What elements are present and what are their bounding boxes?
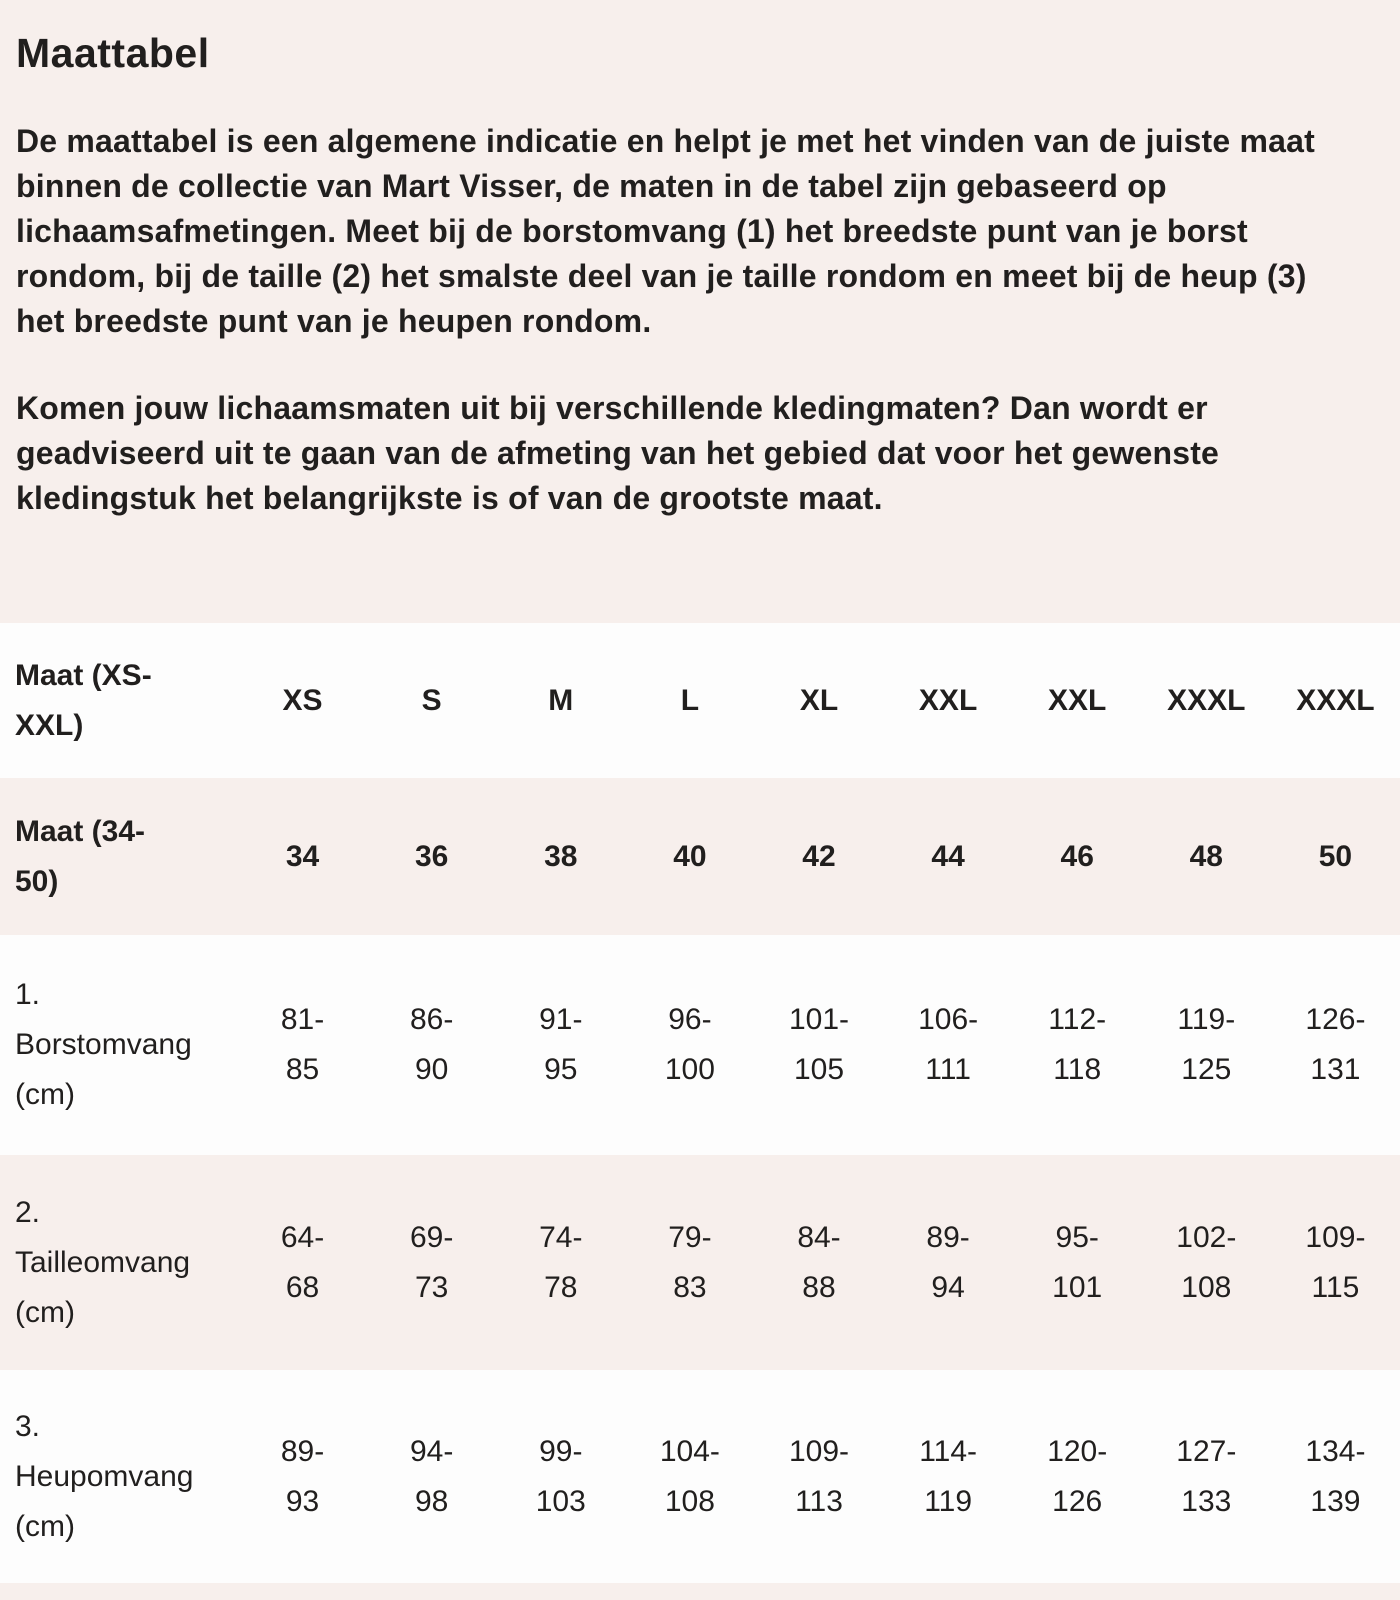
- measurement-cell: 99- 103: [535, 1434, 586, 1518]
- measurement-cell: 89- 93: [280, 1434, 325, 1518]
- row-label-maat-xs-xxl: Maat (XS- XXL): [15, 658, 152, 742]
- intro-section: [0, 0, 1400, 623]
- size-cell: S: [421, 683, 442, 717]
- size-letters-row: [0, 623, 1400, 778]
- hip-measurement-row: [0, 1370, 1400, 1583]
- row-label-heupomvang: 3. Heupomvang (cm): [15, 1409, 194, 1543]
- next-row-partial: [0, 1583, 1400, 1600]
- measurement-cell: 86- 90: [409, 1003, 454, 1086]
- chest-measurement-row: [0, 935, 1400, 1155]
- size-table: [0, 623, 1400, 1583]
- measurement-cell: 74- 78: [539, 1220, 583, 1304]
- measurement-cell: 119- 125: [1177, 1003, 1236, 1086]
- row-label-borstomvang: 1. Borstomvang (cm): [15, 978, 192, 1111]
- size-cell: XL: [799, 683, 839, 717]
- measurement-cell: 134- 139: [1305, 1434, 1366, 1518]
- waist-measurement-row: [0, 1155, 1400, 1370]
- intro-paragraph: De maattabel is een algemene indicatie en helpt je met het vinden van de juiste maat binnen de collectie van Mart Visser, de maten in de tabel zijn gebaseerd op lichaamsafmetingen. Meet bij de borstomvang (1) het breedste punt van je borst rondom, bij de taille (2) het smalste deel van je taille rondom en meet bij de heup (3) het breedste punt van je heupen rondom.: [16, 123, 1315, 339]
- size-cell: 50: [1318, 839, 1353, 873]
- size-cell: 46: [1060, 839, 1094, 873]
- size-cell: 36: [414, 839, 449, 873]
- measurement-cell: 64- 68: [280, 1220, 325, 1304]
- size-cell: 48: [1189, 839, 1223, 873]
- measurement-cell: 109- 115: [1305, 1220, 1366, 1304]
- measurement-cell: 84- 88: [797, 1220, 841, 1304]
- size-cell: M: [548, 683, 574, 717]
- measurement-cell: 89- 94: [926, 1220, 970, 1304]
- size-numbers-row: [0, 778, 1400, 935]
- size-cell: 34: [285, 839, 320, 873]
- measurement-cell: 102- 108: [1176, 1220, 1237, 1304]
- measurement-cell: 127- 133: [1176, 1434, 1237, 1518]
- measurement-cell: 106- 111: [918, 1003, 979, 1086]
- measurement-cell: 79- 83: [668, 1220, 712, 1304]
- measurement-cell: 81- 85: [280, 1003, 325, 1086]
- measurement-cell: 95- 101: [1052, 1220, 1103, 1304]
- measurement-cell: 69- 73: [409, 1220, 454, 1304]
- measurement-cell: 104- 108: [659, 1434, 720, 1518]
- measurement-cell: 126- 131: [1305, 1003, 1366, 1086]
- size-cell: L: [680, 683, 700, 717]
- measurement-cell: 101- 105: [788, 1003, 850, 1086]
- row-label-maat-34-50: Maat (34- 50): [15, 814, 146, 898]
- size-cell: 42: [802, 839, 836, 873]
- size-cell: XXXL: [1167, 683, 1246, 717]
- size-cell: XXL: [918, 683, 978, 717]
- measurement-cell: 109- 113: [788, 1434, 850, 1518]
- measurement-cell: 112- 118: [1048, 1003, 1107, 1086]
- size-cell: XXXL: [1296, 683, 1375, 717]
- advice-paragraph: Komen jouw lichaamsmaten uit bij verschillende kledingmaten? Dan wordt er geadviseerd uit te gaan van de afmeting van het gebied dat voor het gewenste kledingstuk het belangrijkste is of van de grootste maat.: [16, 390, 1220, 516]
- size-cell: 44: [931, 839, 965, 873]
- measurement-cell: 120- 126: [1047, 1434, 1108, 1518]
- row-label-tailleomvang: 2. Tailleomvang (cm): [15, 1195, 191, 1329]
- page-title: Maattabel: [16, 30, 210, 76]
- size-cell: 38: [544, 839, 578, 873]
- measurement-cell: 96- 100: [664, 1003, 715, 1086]
- measurement-cell: 94- 98: [409, 1434, 454, 1518]
- size-cell: XS: [282, 683, 323, 717]
- size-cell: XXL: [1048, 683, 1107, 717]
- measurement-cell: 91- 95: [539, 1003, 583, 1086]
- measurement-cell: 114- 119: [919, 1434, 978, 1518]
- size-cell: 40: [673, 839, 707, 873]
